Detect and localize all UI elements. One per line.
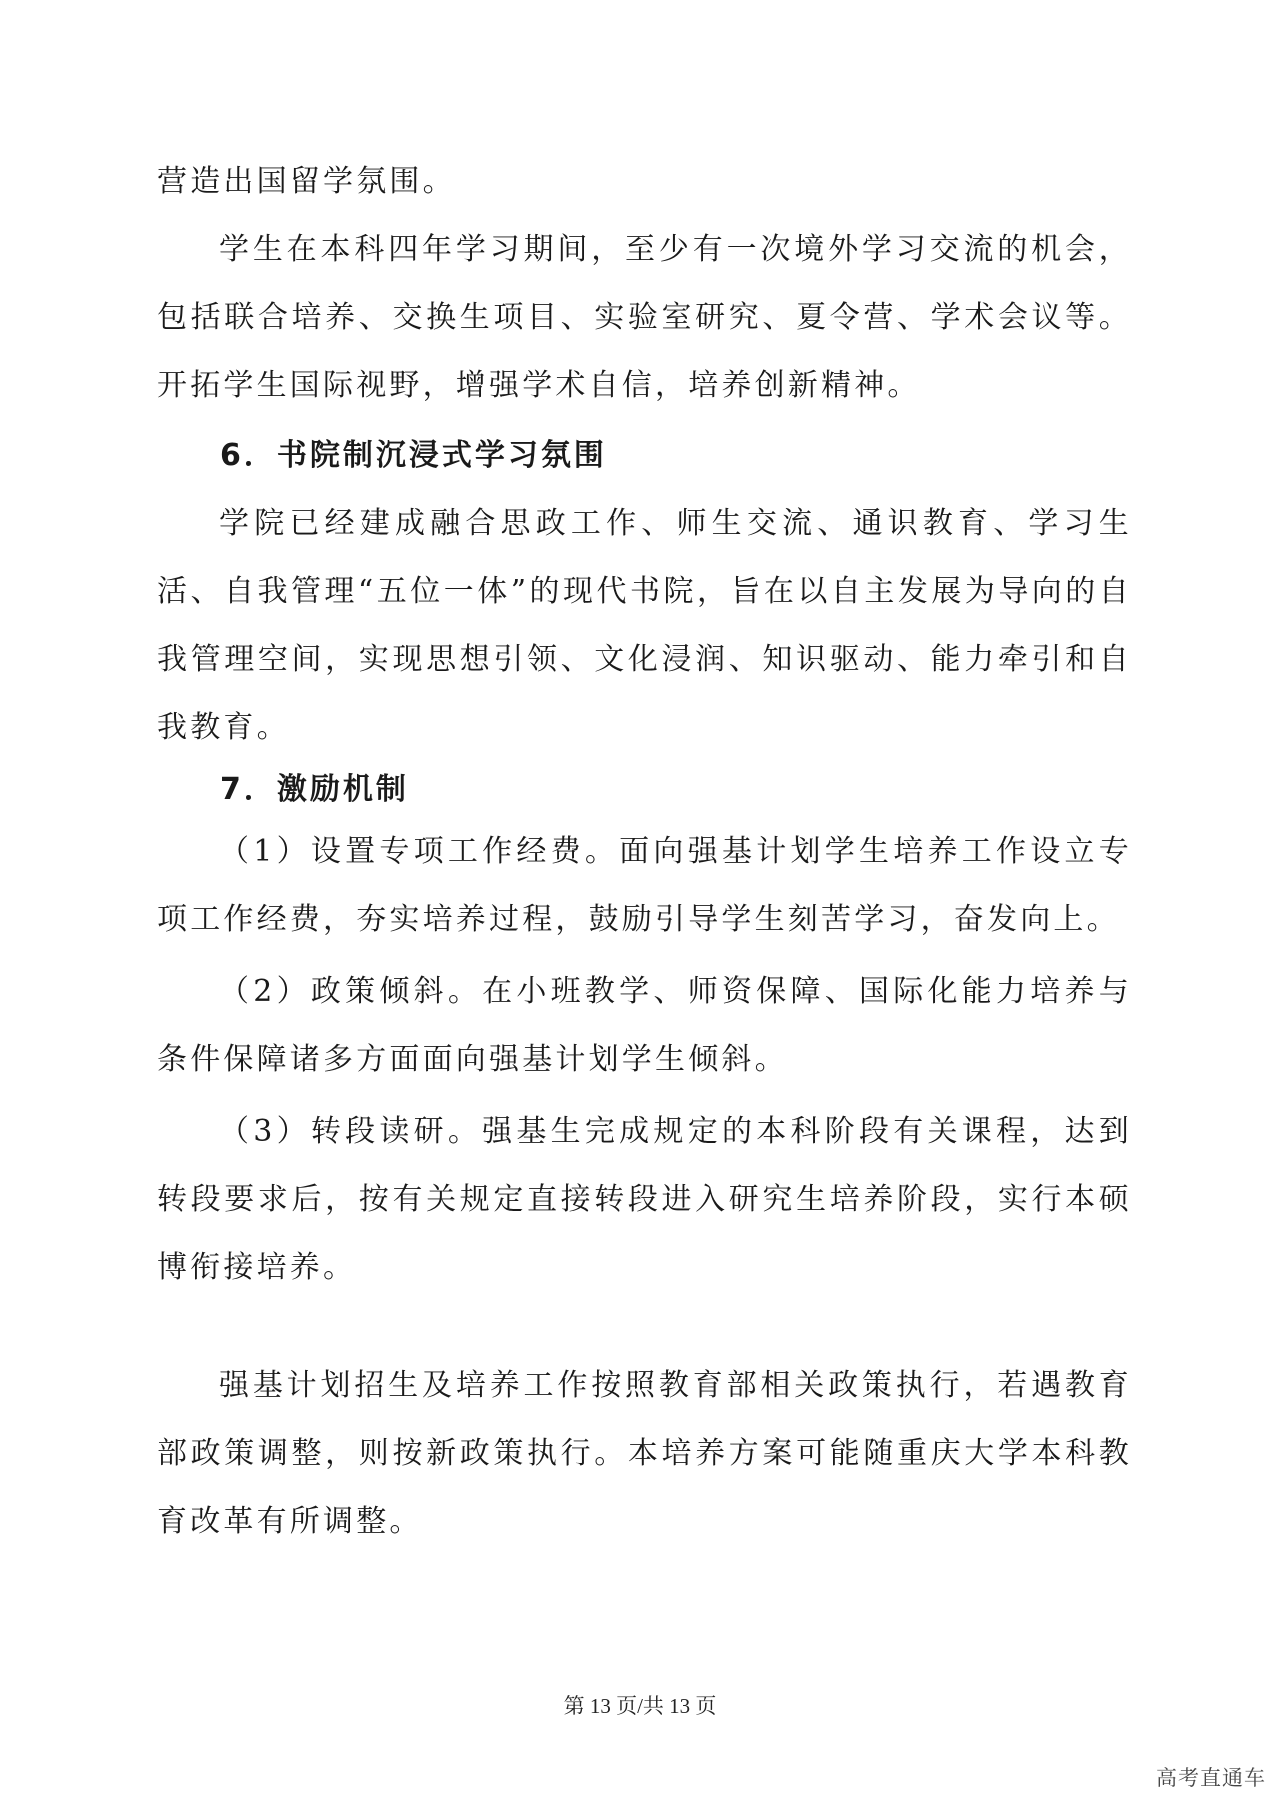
- paragraph-study-abroad-end: 营造出国留学氛围。: [157, 164, 456, 199]
- paragraph-policy-note: 强基计划招生及培养工作按照教育部相关政策执行，若遇教育部政策调整，则按新政策执行。本培养方案可能随重庆大学本科教育改革有所调整。: [157, 1368, 1132, 1539]
- paragraph-policy-preference: （2）政策倾斜。在小班教学、师资保障、国际化能力培养与条件保障诸多方面面向强基计划学生倾斜。: [157, 974, 1132, 1077]
- paragraph-academy-system: 学院已经建成融合思政工作、师生交流、通识教育、学习生活、自我管理“五位一体”的现代书院，旨在以自主发展为导向的自我管理空间，实现思想引领、文化浸润、知识驱动、能力牵引和自我教育。: [157, 506, 1132, 745]
- heading-section-7: 7．激励机制: [220, 772, 409, 807]
- paragraph-funding: （1）设置专项工作经费。面向强基计划学生培养工作设立专项工作经费，夯实培养过程，鼓励引导学生刻苦学习，奋发向上。: [157, 834, 1132, 937]
- heading-section-6: 6．书院制沉浸式学习氛围: [220, 438, 607, 473]
- paragraph-exchange-opportunities: 学生在本科四年学习期间，至少有一次境外学习交流的机会，包括联合培养、交换生项目、实验室研究、夏令营、学术会议等。开拓学生国际视野，增强学术自信，培养创新精神。: [157, 232, 1132, 403]
- page-number-footer: 第 13 页/共 13 页: [563, 1694, 717, 1718]
- paragraph-graduate-transition: （3）转段读研。强基生完成规定的本科阶段有关课程，达到转段要求后，按有关规定直接转段进入研究生培养阶段，实行本硕博衔接培养。: [157, 1114, 1132, 1285]
- watermark-text: 高考直通车: [1156, 1766, 1266, 1790]
